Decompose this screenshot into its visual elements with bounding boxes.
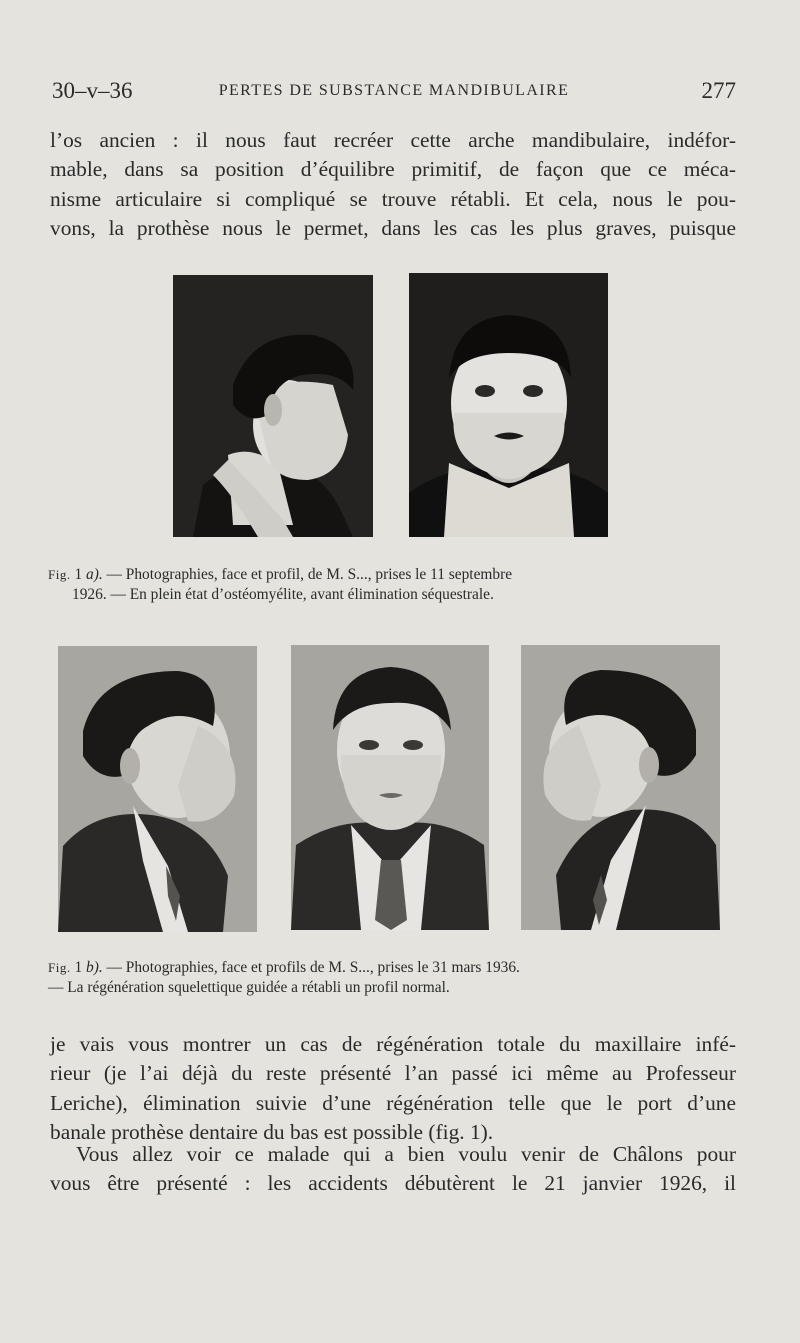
photo-1a-face	[409, 273, 608, 537]
paragraph-patient	[50, 1140, 736, 1199]
text-line: rieur (je l’ai déjà du reste présenté l’an passé ici même au Professeur	[50, 1061, 736, 1086]
figure-1b-caption	[48, 958, 736, 998]
photo-1a-profile	[173, 275, 373, 537]
text-line: vons, la prothèse nous le permet, dans les cas les plus graves, puisque	[50, 216, 736, 241]
text-line: l’os ancien : il nous faut recréer cette arche mandibulaire, indéfor-	[50, 128, 736, 152]
fig-label: Fig.	[48, 567, 71, 582]
text-line: Vous allez voir ce malade qui a bien voulu venir de Châlons pour	[76, 1142, 736, 1166]
caption-text: — Photographies, face et profil, de M. S..., prises le 11 septembre	[106, 566, 513, 583]
caption-text: — Photographies, face et profils de M. S..., prises le 31 mars 1936.	[106, 959, 520, 976]
fig-letter: b).	[86, 959, 103, 976]
photo-1b-face	[291, 645, 489, 930]
fig-number: 1	[74, 566, 83, 583]
text-line: mable, dans sa position d’équilibre primitif, de façon que ce méca-	[50, 157, 736, 182]
paragraph-intro	[50, 126, 736, 244]
paragraph-case	[50, 1030, 736, 1148]
text-line: nisme articulaire si compliqué se trouve rétabli. Et cela, nous le pou-	[50, 186, 736, 211]
caption-line: — La régénération squelettique guidée a rétabli un profil normal.	[48, 979, 450, 996]
fig-letter: a).	[86, 566, 103, 583]
photo-1b-right-profile	[521, 645, 720, 930]
fig-number: 1	[74, 959, 83, 976]
running-header	[52, 78, 736, 108]
photo-1b-left-profile	[58, 646, 257, 932]
fig-label: Fig.	[48, 960, 71, 975]
header-date: 30–v–36	[52, 78, 133, 103]
text-line: vous être présenté : les accidents débutèrent le 21 janvier 1926, il	[50, 1171, 736, 1196]
text-line: je vais vous montrer un cas de régénération totale du maxillaire infé-	[50, 1032, 736, 1056]
text-line: Leriche), élimination suivie d’une régénération telle que le port d’une	[50, 1090, 736, 1115]
text-line: banale prothèse dentaire du bas est possible (fig. 1).	[50, 1120, 494, 1145]
page-number: 277	[701, 78, 736, 103]
header-title: PERTES DE SUBSTANCE MANDIBULAIRE	[218, 82, 570, 99]
caption-line: 1926. — En plein état d’ostéomyélite, avant élimination séquestrale.	[72, 586, 494, 603]
figure-1a-caption	[48, 565, 736, 605]
